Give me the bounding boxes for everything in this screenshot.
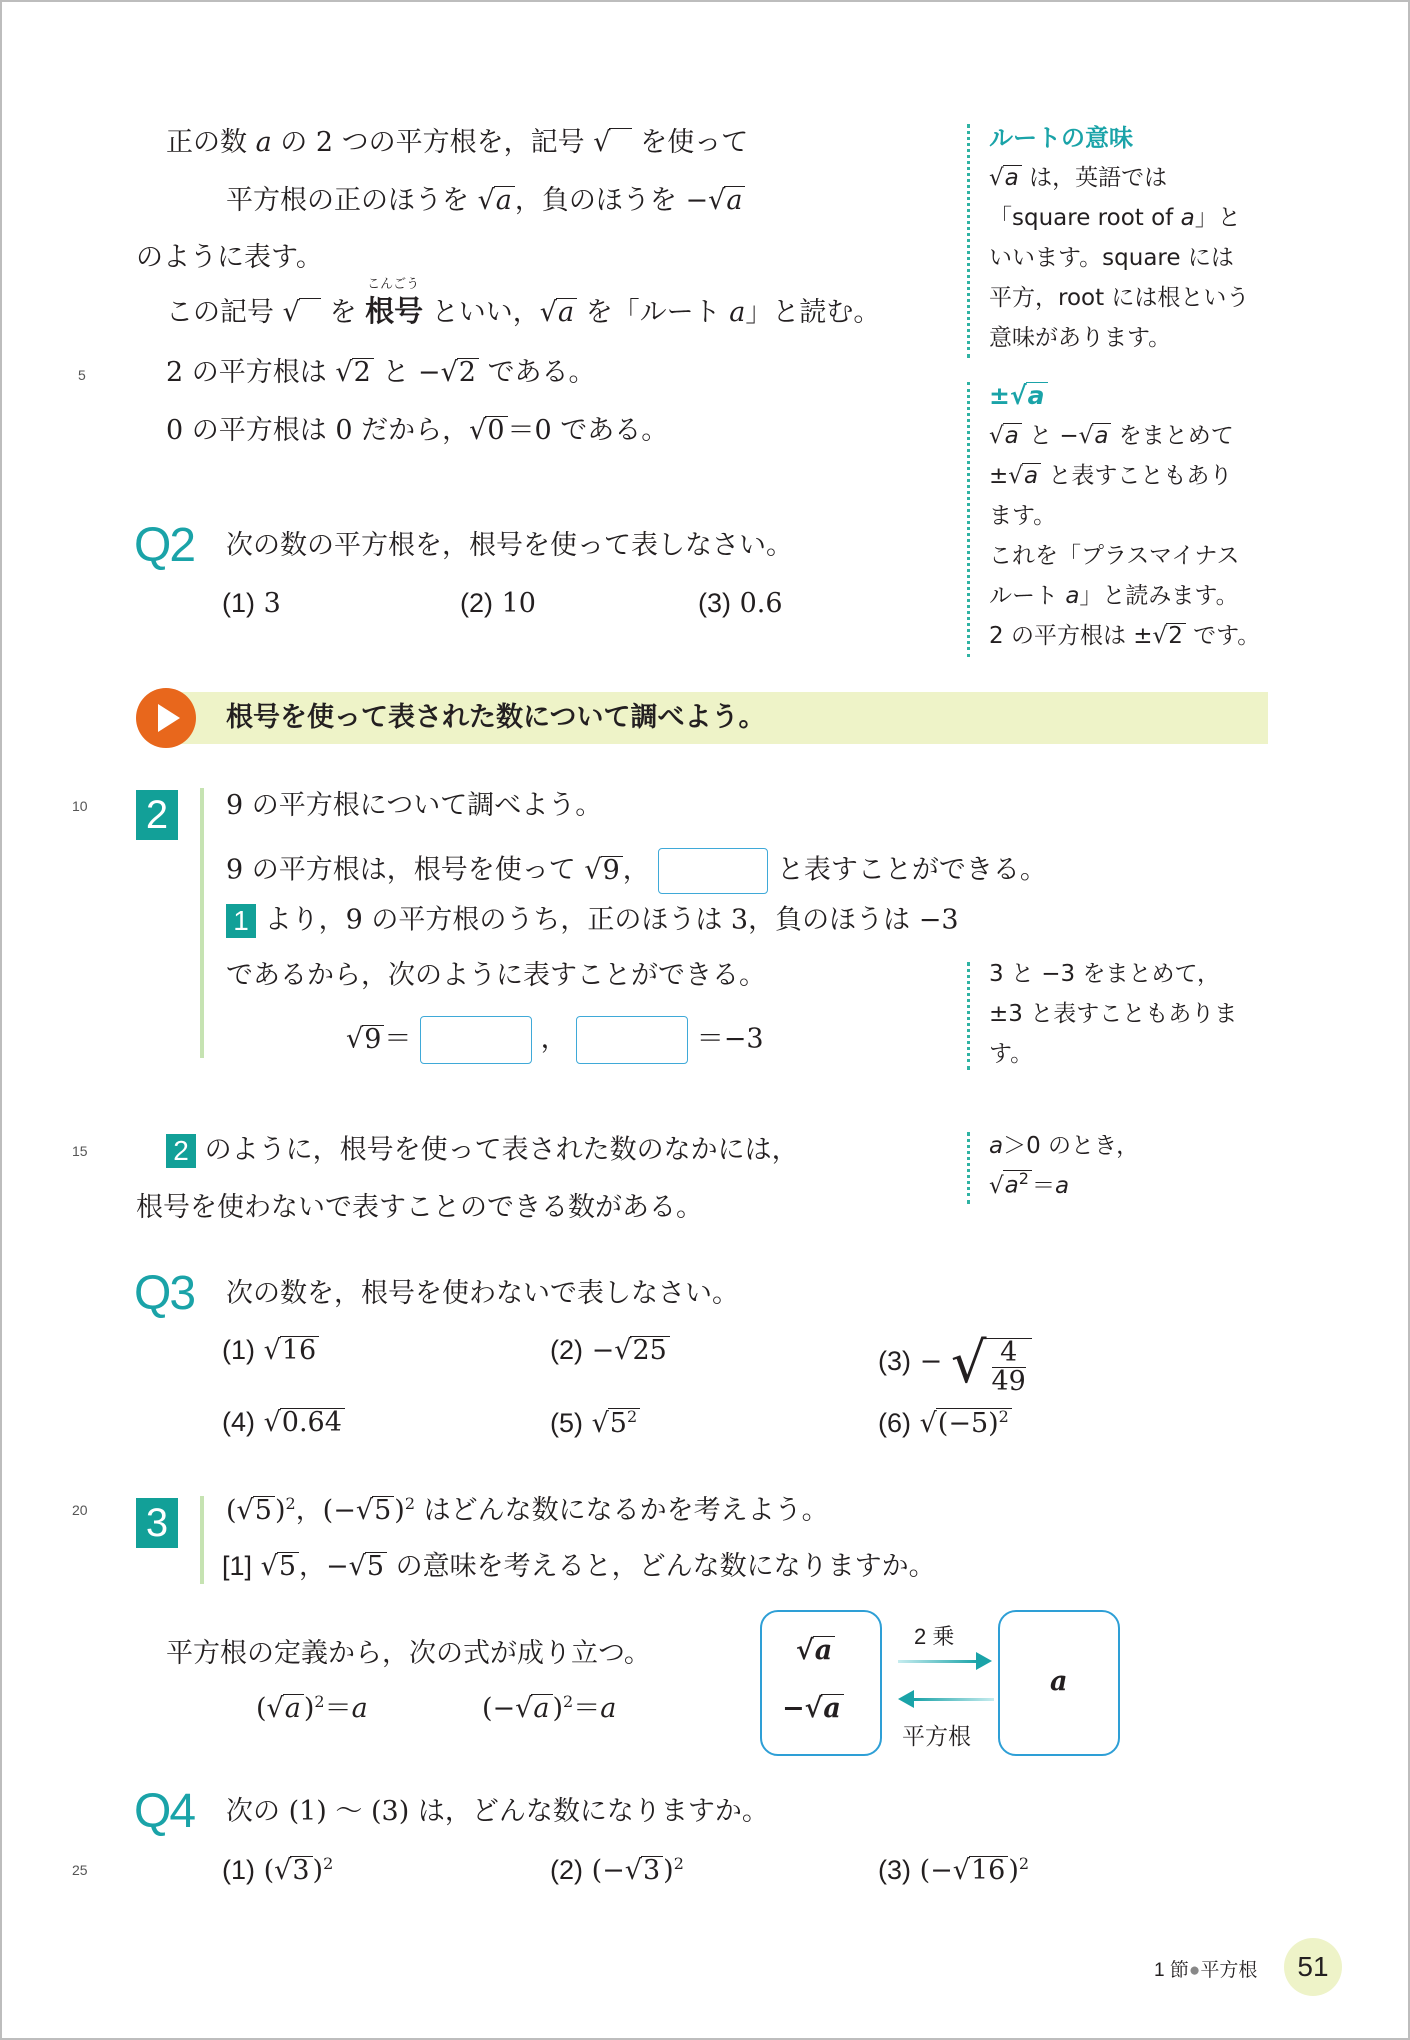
q3-prompt: 次の数を，根号を使わないで表しなさい。 [226, 1278, 739, 1309]
act2-line-3: 1 より，9 の平方根のうち，正のほうは 3，負のほうは −3 [226, 904, 959, 938]
q3-item-3: (3) − √ $\frac{4}{49}$ [878, 1336, 1032, 1396]
arrow-right-icon [898, 1660, 978, 1663]
ref-badge-1: 1 [226, 904, 256, 938]
side-note-pm-border [967, 382, 970, 657]
side-note-plus-minus: ±√a √a と −√a をまとめて ±√a と表すこともあり ます。 これを「プラスマイナス ルート a」と読みます。 2 の平方根は ±√2 です。 [989, 381, 1261, 649]
q3-item-4: (4) √0.64 [222, 1408, 345, 1437]
q3-item-1: (1) √16 [222, 1336, 319, 1365]
q3-item-2: (2) −√25 [550, 1336, 670, 1365]
play-icon [136, 688, 196, 748]
answer-box-2 [420, 1016, 532, 1064]
q4-item-2: (2) (−√3 )$^2$ [550, 1854, 684, 1886]
activity-3-bar [200, 1496, 204, 1584]
intro-line-5: 2 の平方根は √2 と −√2 である。 [166, 357, 596, 388]
formula-2: (−√a )$^2$＝a [482, 1692, 617, 1724]
diagram-left-bottom: −√a [782, 1694, 844, 1723]
arrow-left-icon [914, 1698, 994, 1701]
definition-text: 平方根の定義から，次の式が成り立つ。 [166, 1638, 651, 1669]
page-number: 51 [1284, 1938, 1342, 1996]
line-number-25: 25 [72, 1862, 88, 1878]
intro-line-6: 0 の平方根は 0 だから，√0 ＝0 である。 [166, 415, 669, 446]
term-ruby: こんごう [367, 277, 420, 292]
q2-item-2: (2) 10 [460, 588, 536, 619]
intro-line-2: 平方根の正のほうを √a ，負のほうを −√a [226, 186, 745, 215]
side-note-3-border [967, 962, 970, 1070]
answer-box-3 [576, 1016, 688, 1064]
answer-box-1 [658, 848, 768, 894]
q4-item-3: (3) (−√16 )$^2$ [878, 1854, 1030, 1886]
ref-badge-2: 2 [166, 1134, 196, 1168]
side-note-root-meaning: ルートの意味 √a は，英語では 「square root of a」と いいます。square には 平方，root には根という 意味があります。 [989, 118, 1249, 358]
activity-2-number: 2 [136, 790, 178, 840]
side-note-4-border [967, 1132, 970, 1204]
q2-prompt: 次の数の平方根を，根号を使って表しなさい。 [226, 530, 793, 561]
diagram-square-label: 2 乗 [914, 1624, 955, 1649]
line-number-10: 10 [72, 798, 88, 814]
intro-line-1: 正の数 a の 2 つの平方根を，記号 √ を使って [166, 127, 749, 158]
q3-label: Q3 [134, 1267, 195, 1320]
banner-text: 根号を使って表された数について調べよう。 [226, 702, 766, 733]
line-number-15: 15 [72, 1143, 88, 1159]
side-note-plus-minus-3: 3 と −3 をまとめて， ±3 と表すこともありま す。 [989, 961, 1238, 1067]
line-number-20: 20 [72, 1502, 88, 1518]
q4-label: Q4 [134, 1785, 195, 1838]
q3-item-5: (5) $√5^2$ [550, 1408, 640, 1438]
q4-prompt: 次の (1) ～ (3) は，どんな数になりますか。 [226, 1796, 769, 1827]
diagram-left-top: √a [796, 1636, 835, 1665]
side-note-sqrt-square: a＞0 のとき， $√a^2 =a$ [989, 1133, 1140, 1199]
act2-line-4: であるから，次のように表すことができる。 [226, 960, 766, 991]
q3-item-6: (6) $√(-5)^2$ [878, 1408, 1012, 1438]
line-number-5: 5 [78, 367, 86, 383]
act2-equation: √9 ＝ ， ＝−3 [346, 1016, 764, 1064]
act3-line-1: (√5 )$^2$，(−√5 )$^2$ はどんな数になるかを考えよう。 [226, 1494, 829, 1526]
activity-3-number: 3 [136, 1498, 178, 1548]
q4-item-1: (1) (√3 )$^2$ [222, 1854, 334, 1886]
q2-item-1: (1) 3 [222, 588, 281, 619]
footer-section: 1 節●平方根 [1154, 1960, 1258, 1981]
para-15-line-2: 根号を使わないで表すことのできる数がある。 [136, 1192, 703, 1223]
side-note-root-border [967, 124, 970, 358]
diagram-root-label: 平方根 [902, 1724, 971, 1750]
act2-line-1: 9 の平方根について調べよう。 [226, 790, 603, 821]
activity-2-bar [200, 788, 204, 1058]
act2-line-2: 9 の平方根は，根号を使って √9 ， と表すことができる。 [226, 848, 1047, 894]
intro-line-3: のように表す。 [136, 242, 323, 273]
q2-label: Q2 [134, 519, 195, 572]
act3-line-2: [1] √5 ，−√5 の意味を考えると，どんな数になりますか。 [222, 1551, 936, 1582]
diagram-right-value: a [1050, 1666, 1068, 1697]
arrow-left-head [898, 1690, 914, 1708]
arrow-right-head [976, 1652, 992, 1670]
q2-item-3: (3) 0.6 [698, 588, 783, 619]
side-note-title: ルートの意味 [989, 124, 1133, 152]
term-root-sign: 根号 [365, 296, 424, 328]
formula-1: (√a )$^2$＝a [256, 1692, 368, 1724]
intro-line-4: この記号 √ を こんごう 根号 といい，√a を「ルート a」と読む。 [166, 277, 881, 328]
para-15-line-1: 2 のように，根号を使って表された数のなかには， [166, 1134, 799, 1168]
diagram-left-box [760, 1610, 882, 1756]
